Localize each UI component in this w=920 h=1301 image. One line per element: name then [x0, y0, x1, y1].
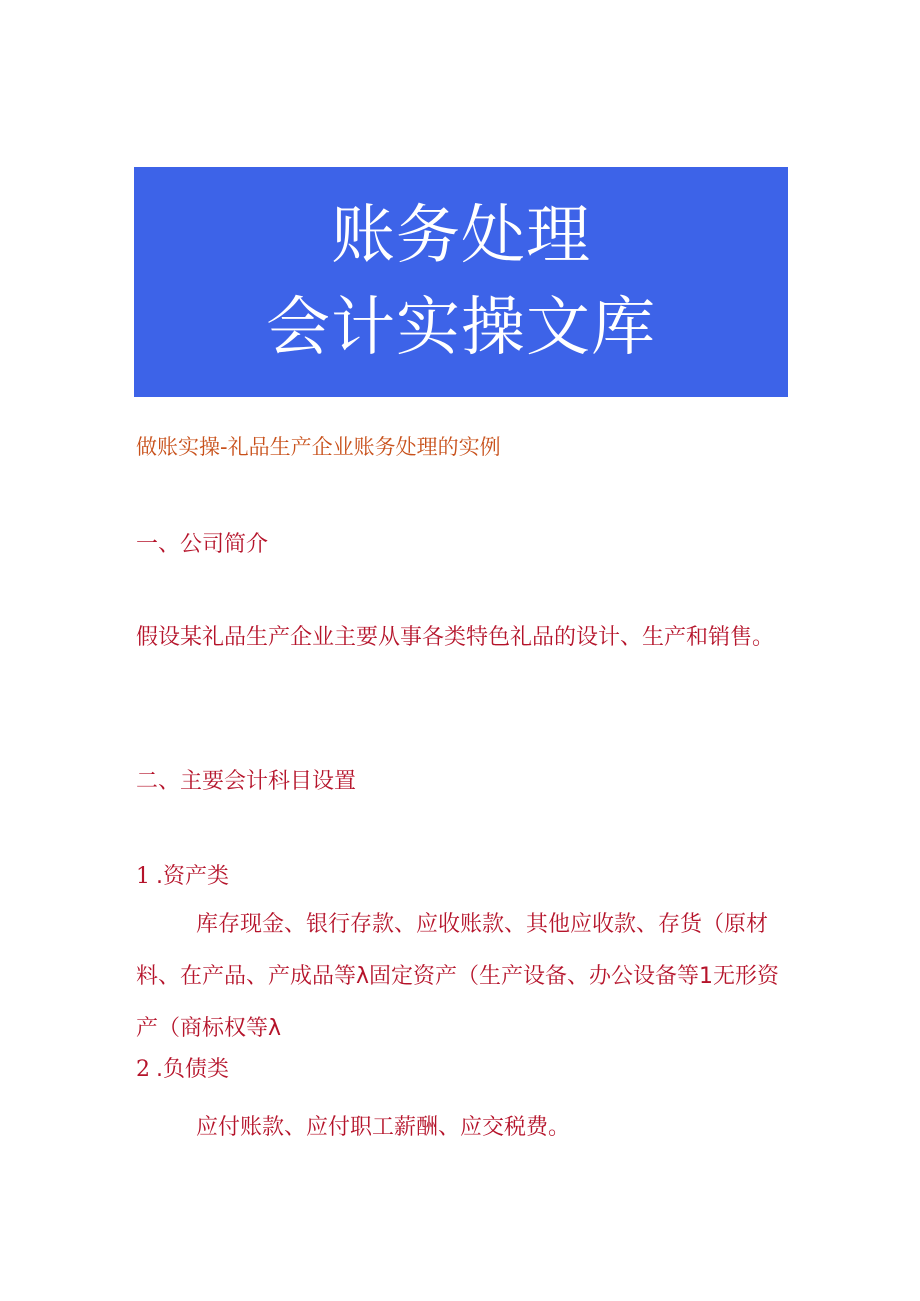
banner-title-line2: 会计实操文库	[266, 291, 656, 365]
item2-heading	[136, 1055, 229, 1085]
banner-title-line1: 账务处理	[331, 199, 591, 273]
item1-label: .资产类	[156, 864, 229, 889]
title-banner	[134, 167, 788, 397]
item1-number: 1	[136, 864, 150, 889]
item2-body: 应付账款、应付职工薪酬、应交税费。	[196, 1115, 571, 1140]
item1-body: 库存现金、银行存款、应收账款、其他应收款、存货（原材料、在产品、产成品等λ固定资产（生产设备、办公设备等1无形资产（商标权等λ	[136, 912, 780, 1041]
document-title: 做账实操-礼品生产企业账务处理的实例	[136, 435, 501, 459]
section1-heading: 一、公司简介	[136, 532, 269, 557]
section1-body: 假设某礼品生产企业主要从事各类特色礼品的设计、生产和销售。	[136, 625, 775, 650]
item1-heading	[136, 862, 229, 892]
section2-heading: 二、主要会计科目设置	[136, 769, 357, 794]
item2-label: .负债类	[156, 1057, 229, 1082]
item2-number: 2	[136, 1057, 150, 1082]
